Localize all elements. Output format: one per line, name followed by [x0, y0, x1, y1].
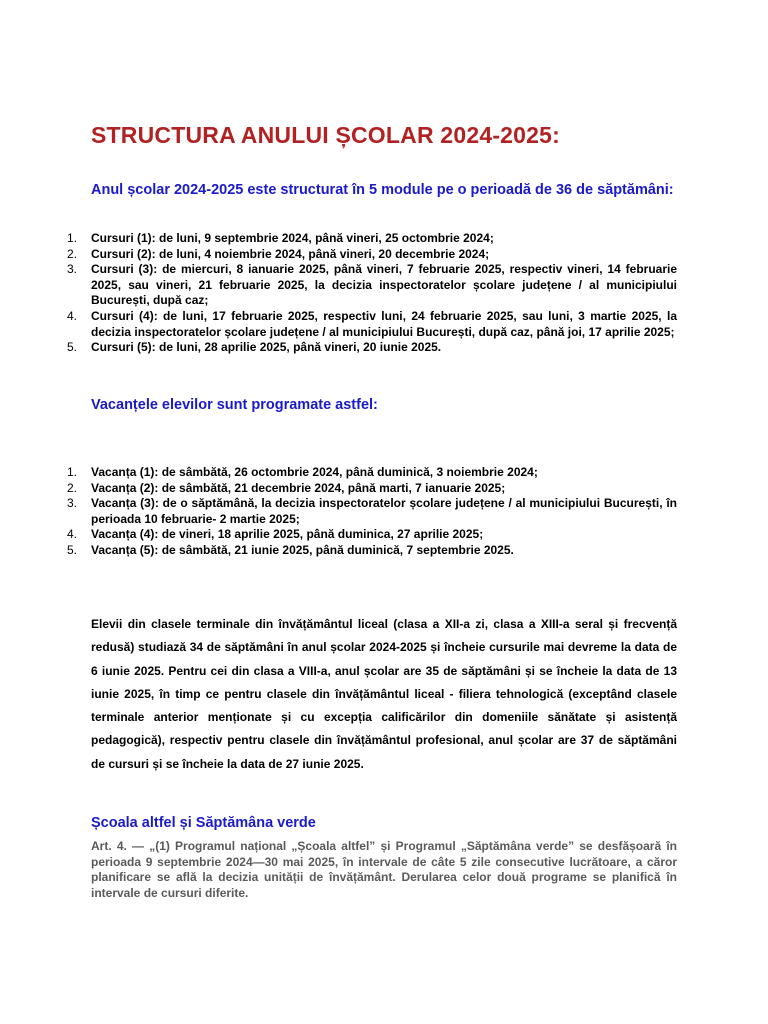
- list-item-text: Cursuri (5): de luni, 28 aprilie 2025, până vineri, 20 iunie 2025.: [91, 340, 442, 355]
- list-number: 5.: [67, 340, 78, 355]
- list-item: [0, 496, 677, 527]
- list-item-text: Vacanța (2): de sâmbătă, 21 decembrie 2024, până marti, 7 ianuarie 2025;: [91, 480, 506, 495]
- list-number: 4.: [67, 527, 78, 542]
- list-item: [0, 231, 677, 247]
- list-item-text: Cursuri (2): de luni, 4 noiembrie 2024, până vineri, 20 decembrie 2024;: [91, 246, 490, 261]
- article-text: Art. 4. — „(1) Programul național „Școala altfel” și Programul „Săptămâna verde” se desfășoară în perioada 9 septembrie 2024—30 mai 2025, în intervale de câte 5 zile consecutive lucrătoare, a căror planificare se află la decizia unității de învățământ. Derularea celor două programe se planifică în intervale de cursuri diferite.: [91, 839, 677, 900]
- section-heading: Școala altfel și Săptămâna verde: [91, 815, 316, 831]
- list-item-text: Cursuri (4): de luni, 17 februarie 2025, respectiv luni, 24 februarie 2025, sau luni, 3 martie 2025, la decizia inspectoratelor școlare județene / al municipiului București, după caz, până joi, 17 aprilie 2025;: [91, 308, 677, 339]
- list-item-text: Vacanța (1): de sâmbătă, 26 octombrie 2024, până duminică, 3 noiembrie 2024;: [91, 465, 538, 479]
- list-item: [0, 340, 677, 356]
- list-item: [0, 527, 677, 543]
- vacations-list: [0, 465, 677, 559]
- list-number: 5.: [67, 542, 78, 557]
- list-item: [0, 262, 677, 309]
- list-number: 2.: [67, 246, 78, 261]
- list-number: 2.: [67, 480, 78, 495]
- list-item: [0, 481, 677, 497]
- list-item: [0, 247, 677, 263]
- list-item: [0, 309, 677, 340]
- list-number: 3.: [67, 496, 78, 511]
- list-number: 1.: [67, 231, 78, 245]
- list-item: [0, 465, 677, 481]
- list-item-text: Vacanța (3): de o săptămână, la decizia inspectoratelor școlare județene / al municipiului București, în perioada 10 februarie- 2 martie 2025;: [91, 496, 677, 526]
- list-item-text: Cursuri (3): de miercuri, 8 ianuarie 2025, până vineri, 7 februarie 2025, respectiv vineri, 14 februarie 2025, sau vineri, 21 februarie 2025, la decizia inspectoratelor școlare județene / al municipiului București, după caz;: [91, 262, 677, 308]
- list-item-text: Vacanța (5): de sâmbătă, 21 iunie 2025, până duminică, 7 septembrie 2025.: [91, 542, 514, 557]
- page-title: STRUCTURA ANULUI ȘCOLAR 2024-2025:: [91, 122, 561, 148]
- vacations-heading: Vacanțele elevilor sunt programate astfel:: [91, 397, 378, 413]
- terminal-classes-paragraph: Elevii din clasele terminale din învățământul liceal (clasa a XII-a zi, clasa a XIII-a seral și frecvență redusă) studiază 34 de săptămâni în anul școlar 2024-2025 și încheie cursurile mai devreme la data de 6 iunie 2025. Pentru cei din clasa a VIII-a, anul școlar are 35 de săptămâni și se încheie la data de 13 iunie 2025, în timp ce pentru clasele din învățământul liceal - filiera tehnologică (exceptând clasele terminale anterior menționate și cu excepția calificărilor din domeniile sănătate și asistență pedagogică), respectiv pentru clasele din învățământul profesional, anul școlar are 37 de săptămâni de cursuri și se încheie la data de 27 iunie 2025.: [91, 617, 677, 771]
- list-number: 1.: [67, 465, 78, 479]
- list-item: [0, 543, 677, 559]
- list-item-text: Vacanța (4): de vineri, 18 aprilie 2025, până duminica, 27 aprilie 2025;: [91, 527, 484, 542]
- list-number: 3.: [67, 262, 78, 277]
- modules-list: [0, 231, 677, 356]
- modules-heading: Anul școlar 2024-2025 este structurat în 5 module pe o perioadă de 36 de săptămâni:: [91, 182, 674, 198]
- list-item-text: Cursuri (1): de luni, 9 septembrie 2024, până vineri, 25 octombrie 2024;: [91, 231, 494, 245]
- list-number: 4.: [67, 308, 78, 323]
